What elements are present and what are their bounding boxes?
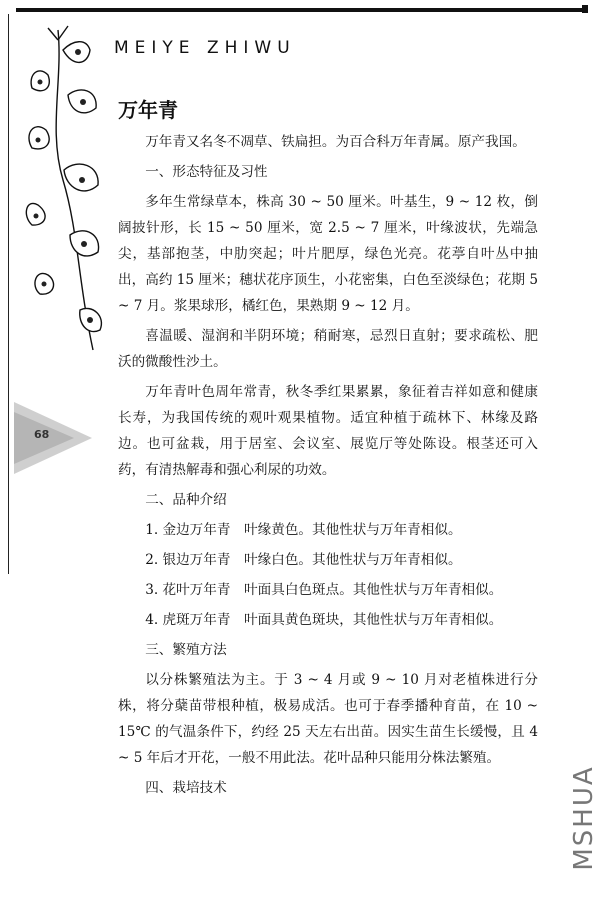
top-rule bbox=[16, 8, 584, 12]
top-rule-tip bbox=[582, 5, 588, 13]
variety-item-1: 1. 金边万年青 叶缘黄色。其他性状与万年青相似。 bbox=[145, 522, 462, 538]
page-number-badge bbox=[14, 392, 92, 484]
article-body bbox=[118, 94, 538, 801]
flower-vine-illustration bbox=[18, 20, 118, 360]
watermark-text: MSHUA bbox=[569, 765, 599, 871]
variety-item-2: 2. 银边万年青 叶缘白色。其他性状与万年青相似。 bbox=[145, 552, 462, 568]
variety-item-3: 3. 花叶万年青 叶面具白色斑点。其他性状与万年青相似。 bbox=[145, 582, 503, 598]
running-header: MEIYE ZHIWU bbox=[114, 38, 296, 58]
variety-item-4: 4. 虎斑万年青 叶面具黄色斑块，其他性状与万年青相似。 bbox=[145, 612, 503, 628]
paragraph-morphology: 多年生常绿草本，株高 30 ~ 50 厘米。叶基生，9 ~ 12 枚，倒阔披针形，长 15 ~ 50 厘米，宽 2.5 ~ 7 厘米，叶缘波状，先端急尖，基部抱茎，中肋突起；叶片肥厚，绿色光亮。花葶自叶丛中抽出，高约 15 厘米；穗状花序顶生，小花密集，白色至淡绿色；花期 5 ~ 7 月。浆果球形，橘红色，果熟期 9 ~ 12 月。 bbox=[118, 194, 538, 314]
section-heading-propagation: 三、繁殖方法 bbox=[145, 642, 227, 658]
intro-paragraph: 万年青又名冬不凋草、铁扁担。为百合科万年青属。原产我国。 bbox=[145, 134, 526, 150]
section-heading-varieties: 二、品种介绍 bbox=[145, 492, 227, 508]
paragraph-habit: 喜温暖、湿润和半阴环境；稍耐寒，忌烈日直射；要求疏松、肥沃的微酸性沙土。 bbox=[118, 328, 538, 370]
article-title: 万年青 bbox=[118, 98, 178, 122]
page-number: 68 bbox=[34, 428, 50, 441]
left-margin-rule bbox=[8, 14, 9, 574]
watermark bbox=[571, 743, 597, 893]
paragraph-propagation: 以分株繁殖法为主。于 3 ~ 4 月或 9 ~ 10 月对老植株进行分株，将分蘖苗带根种植，极易成活。也可于春季播种育苗，在 10 ~ 15℃ 的气温条件下，约经 25 天左右出苗。因实生苗生长缓慢，且 4 ~ 5 年后才开花，一般不用此法。花叶品种只能用分株法繁殖。 bbox=[118, 672, 538, 766]
section-heading-cultivation: 四、栽培技术 bbox=[145, 780, 227, 796]
paragraph-uses: 万年青叶色周年常青，秋冬季红果累累，象征着吉祥如意和健康长寿，为我国传统的观叶观果植物。适宜种植于疏林下、林缘及路边。也可盆栽，用于居室、会议室、展览厅等处陈设。根茎还可入药，有清热解毒和强心利尿的功效。 bbox=[118, 384, 538, 478]
section-heading-morphology: 一、形态特征及习性 bbox=[145, 164, 268, 180]
